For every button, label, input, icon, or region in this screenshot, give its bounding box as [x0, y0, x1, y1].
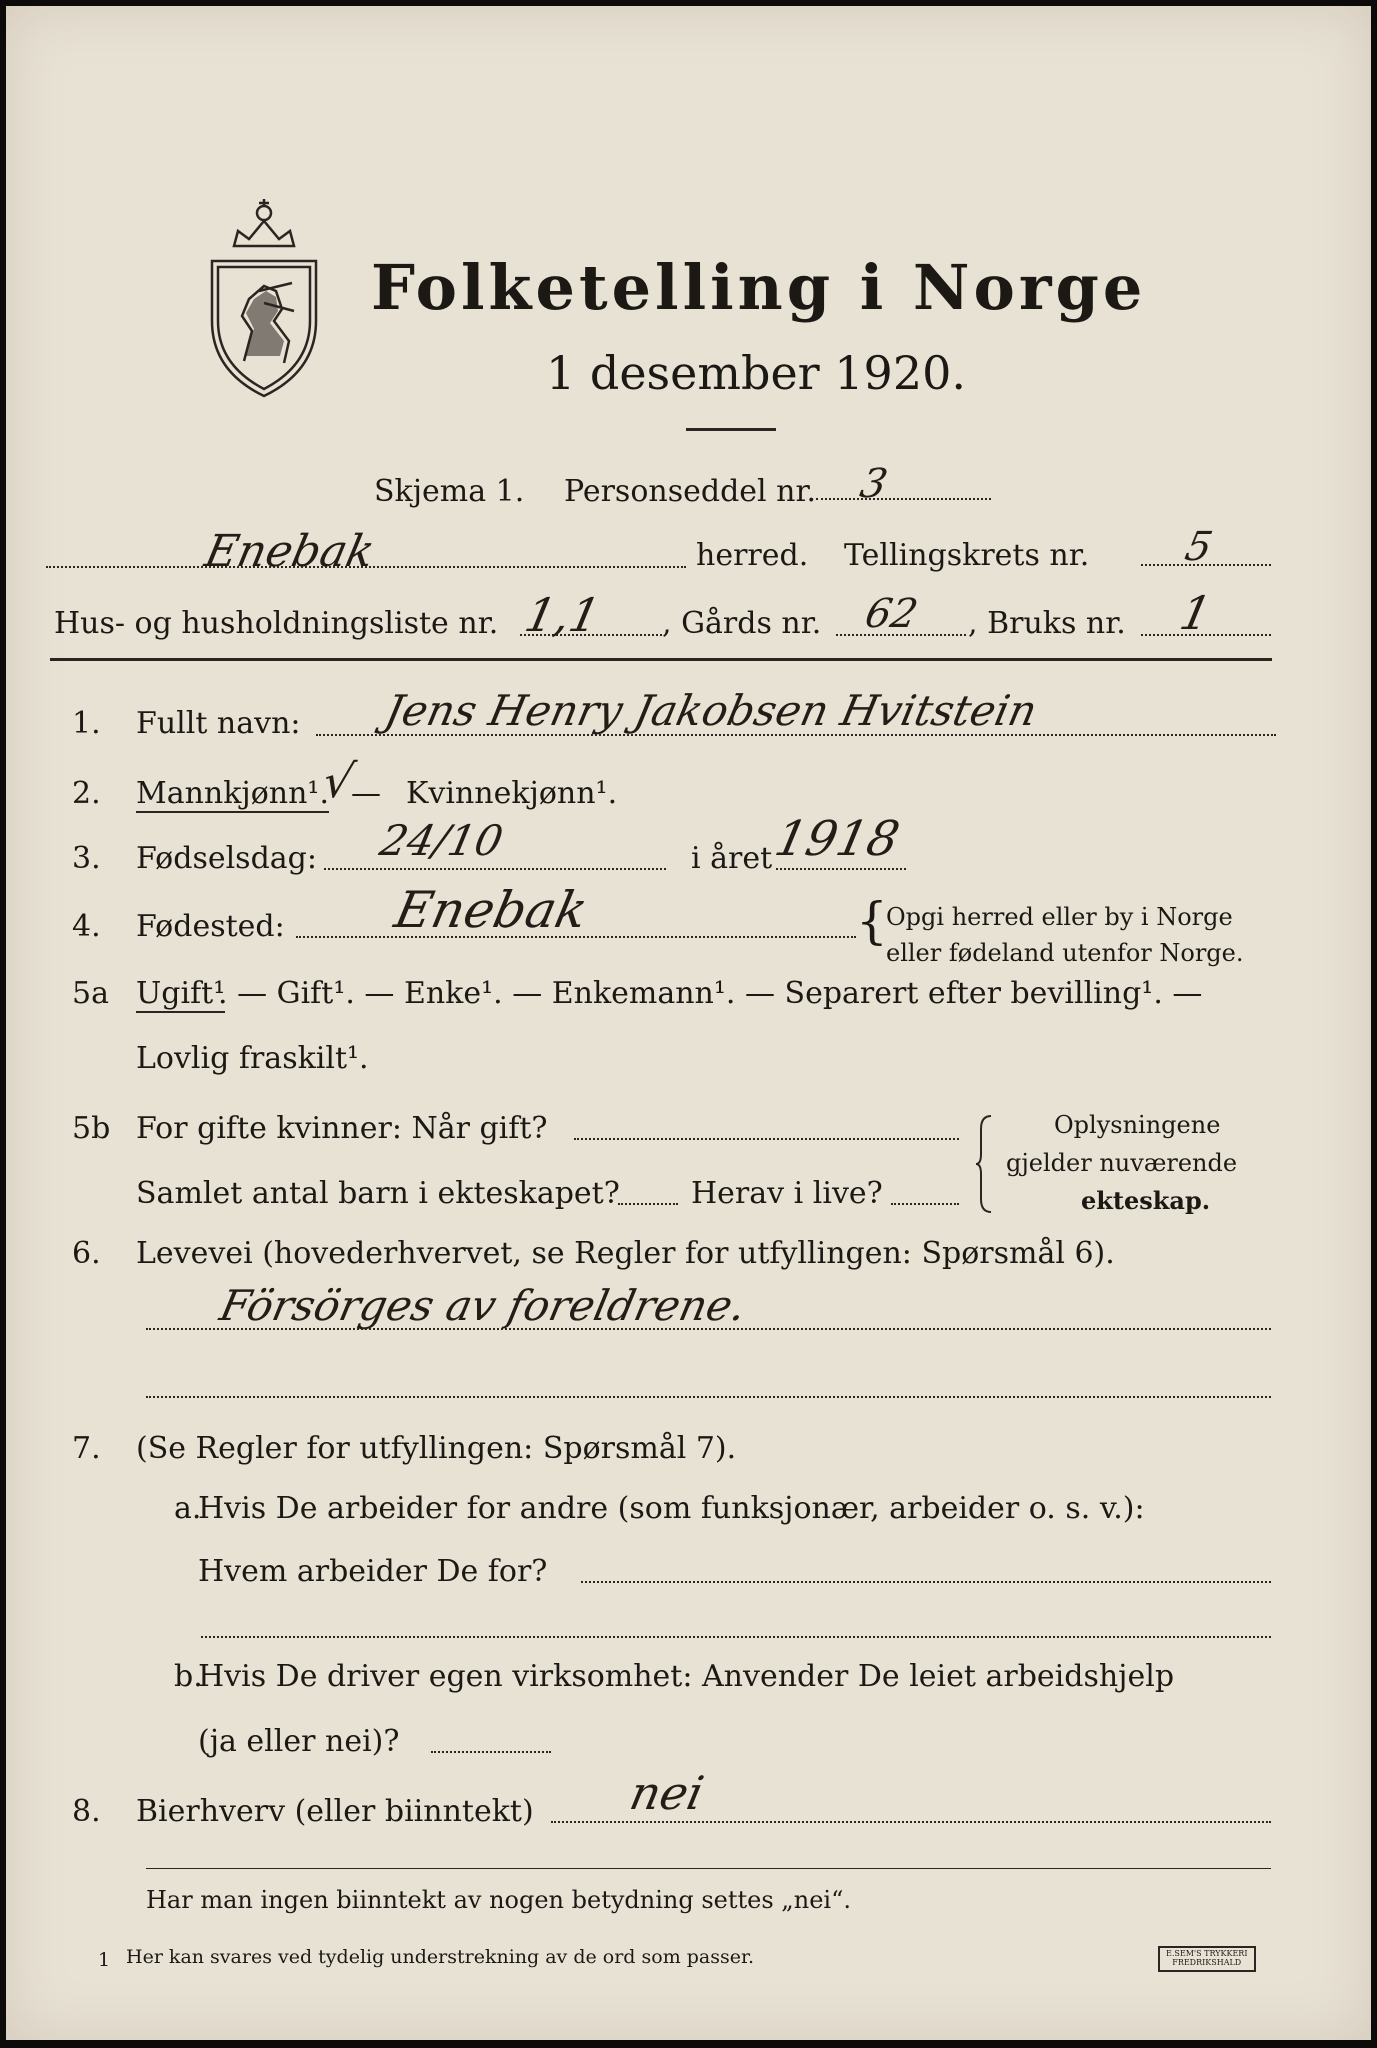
side-income-label: Bierhverv (eller biinntekt) [136, 1794, 534, 1829]
children-count-line [618, 1203, 678, 1205]
personseddel-value[interactable]: 3 [856, 461, 892, 507]
employer-line-1 [581, 1581, 1271, 1583]
marriage-note-2: gjelder nuværende [1006, 1149, 1238, 1177]
side-income-line [551, 1821, 1271, 1823]
female-option[interactable]: Kvinnekjønn¹. [406, 776, 618, 811]
form-date: 1 desember 1920. [546, 346, 966, 400]
divorced-option: Lovlig fraskilt¹. [136, 1041, 369, 1076]
footnote-text: Her kan svares ved tydelig understrekning av de ord som passer. [126, 1946, 755, 1968]
marriage-note-1: Oplysningene [1054, 1111, 1221, 1139]
q5b-number: 5b [72, 1111, 111, 1146]
gards-label: , Gårds nr. [662, 606, 822, 641]
married-when-label: For gifte kvinner: Når gift? [136, 1111, 548, 1146]
birthyear-value[interactable]: 1918 [770, 811, 905, 867]
schema-label: Skjema 1. [374, 474, 525, 509]
hired-help-line [431, 1751, 551, 1753]
husholdning-label: Hus- og husholdningsliste nr. [54, 606, 499, 641]
occupation-label: Levevei (hovederhvervet, se Regler for utfyllingen: Spørsmål 6). [136, 1236, 1115, 1271]
hired-help-label: (ja eller nei)? [198, 1724, 400, 1759]
birthplace-note-2: eller fødeland utenfor Norge. [886, 939, 1244, 967]
norway-coat-of-arms-icon [204, 191, 324, 401]
tellingskrets-value[interactable]: 5 [1181, 524, 1217, 570]
printer-stamp-line-2: FREDRIKSHALD [1172, 1957, 1242, 1967]
birthyear-label: i året [691, 841, 773, 876]
birthplace-value[interactable]: Enebak [389, 881, 593, 939]
title-divider [686, 428, 776, 431]
male-option[interactable]: Mannkjønn¹. [136, 776, 329, 811]
q7-number: 7. [72, 1431, 101, 1466]
personseddel-line [816, 498, 991, 500]
occupation-line-2 [146, 1396, 1271, 1398]
tellingskrets-label: Tellingskrets nr. [844, 538, 1090, 573]
q4-label: Fødested: [136, 909, 285, 944]
herred-value[interactable]: Enebak [200, 526, 379, 577]
footer-divider [146, 1868, 1271, 1869]
printer-stamp [1158, 1946, 1256, 1972]
occupation-value[interactable]: Försörges av foreldrene. [215, 1281, 751, 1330]
children-alive-line [891, 1203, 959, 1205]
children-count-label: Samlet antal barn i ekteskapet? [136, 1176, 620, 1211]
q7a-number: a. [174, 1491, 202, 1526]
personseddel-label: Personseddel nr. [564, 474, 817, 509]
birthdate-value[interactable]: 24/10 [375, 816, 508, 865]
bruks-line [1141, 634, 1271, 636]
q4-number: 4. [72, 909, 101, 944]
birthyear-line [776, 868, 906, 870]
q1-label: Fullt navn: [136, 706, 301, 741]
q1-number: 1. [72, 706, 101, 741]
header-divider [50, 658, 1272, 661]
birthplace-note-1: Opgi herred eller by i Norge [886, 903, 1233, 931]
printer-stamp-line-1: E.SEM'S TRYKKERI [1166, 1949, 1248, 1958]
q7b-number: b. [174, 1659, 203, 1694]
q2-number: 2. [72, 776, 101, 811]
children-alive-label: Herav i live? [691, 1176, 883, 1211]
side-income-value[interactable]: nei [625, 1766, 709, 1820]
birthplace-brace: { [856, 892, 888, 950]
employer-label: Hvem arbeider De for? [198, 1554, 548, 1589]
q5a-number: 5a [72, 976, 109, 1011]
married-when-line [574, 1138, 959, 1140]
marriage-note-brace [976, 1114, 996, 1214]
unmarried-option[interactable]: Ugift¹ [136, 976, 226, 1011]
occupation-line-1 [146, 1328, 1271, 1330]
q3-label: Fødselsdag: [136, 841, 317, 876]
form-title: Folketelling i Norge [371, 251, 1147, 324]
q7a-question: Hvis De arbeider for andre (som funksjonær, arbeider o. s. v.): [198, 1491, 1145, 1526]
q8-number: 8. [72, 1794, 101, 1829]
q3-number: 3. [72, 841, 101, 876]
herred-label: herred. [696, 538, 809, 573]
employer-line-2 [201, 1636, 1271, 1638]
full-name-value[interactable]: Jens Henry Jakobsen Hvitstein [380, 686, 1042, 735]
marriage-note-3: ekteskap. [1081, 1186, 1211, 1215]
census-form [6, 6, 1371, 2040]
gender-separator: — [351, 776, 381, 811]
bruks-label: , Bruks nr. [968, 606, 1126, 641]
gards-value[interactable]: 62 [861, 591, 922, 637]
husholdning-value[interactable]: 1,1 [520, 588, 605, 642]
footer-note: Har man ingen biinntekt av nogen betydning settes „nei“. [146, 1886, 851, 1914]
footnote-number: 1 [98, 1949, 111, 1971]
q7b-question: Hvis De driver egen virksomhet: Anvender De leiet arbeidshjelp [198, 1659, 1175, 1694]
bruks-value[interactable]: 1 [1175, 586, 1217, 640]
marital-options: . — Gift¹. — Enke¹. — Enkemann¹. — Separert efter bevilling¹. — [218, 976, 1203, 1011]
q6-number: 6. [72, 1236, 101, 1271]
q7-label: (Se Regler for utfyllingen: Spørsmål 7). [136, 1431, 737, 1466]
birthdate-line [324, 868, 666, 870]
male-checkmark: √ [318, 754, 360, 808]
